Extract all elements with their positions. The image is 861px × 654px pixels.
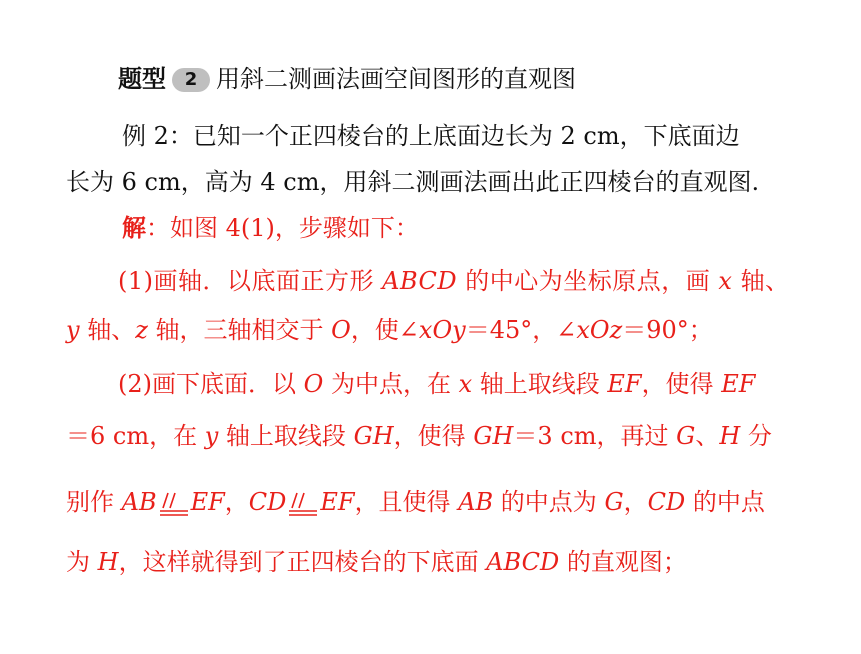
text-run: 轴、 — [79, 316, 136, 344]
var-h: H — [719, 422, 741, 450]
text-run: 、 — [695, 422, 720, 450]
var-ab: AB — [121, 488, 157, 516]
var-h: H — [97, 548, 119, 576]
text-run: (1)画轴．以底面正方形 — [118, 267, 383, 295]
text-run: 的直观图； — [559, 548, 687, 576]
var-gh: GH — [353, 422, 394, 450]
var-x: x — [458, 370, 473, 398]
heading-number-badge: 2 — [172, 68, 210, 92]
text-run: ，使得 — [641, 370, 722, 398]
var-abcd: ABCD — [486, 548, 560, 576]
var-x: x — [718, 267, 733, 295]
text-run: 分 — [740, 422, 772, 450]
var-xoz: xOz — [576, 316, 623, 344]
solution-intro-text: ：如图 4(1)，步骤如下： — [146, 214, 419, 242]
step1-line-1 — [118, 265, 790, 297]
var-y: y — [66, 316, 80, 344]
example-line-2: 长为 6 cm，高为 4 cm，用斜二测画法画出此正四棱台的直观图. — [66, 168, 760, 196]
var-xoy: xOy — [418, 316, 466, 344]
text-run: ， — [623, 488, 648, 516]
var-o: O — [303, 370, 324, 398]
var-ef: EF — [721, 370, 756, 398]
heading-prefix: 题型 — [118, 65, 166, 93]
text-run: 的中点为 — [493, 488, 605, 516]
step2-line-1 — [118, 368, 755, 400]
step2-line-4 — [66, 546, 687, 578]
var-cd: CD — [647, 488, 686, 516]
solution-intro — [122, 212, 419, 244]
var-ef: EF — [320, 488, 355, 516]
text-run: ， — [224, 488, 249, 516]
parallel-equal-icon — [159, 491, 189, 517]
text-run: 轴、 — [732, 267, 790, 295]
var-ef: EF — [190, 488, 225, 516]
text-run: 的中心为坐标原点，画 — [457, 267, 719, 295]
text-run: ＝45°，∠ — [465, 316, 577, 344]
text-run: ，这样就得到了正四棱台的下底面 — [118, 548, 487, 576]
heading-text: 用斜二测画法画空间图形的直观图 — [216, 65, 576, 93]
text-run: 的中点 — [685, 488, 765, 516]
var-gh: GH — [473, 422, 514, 450]
section-heading — [118, 63, 576, 95]
text-run: (2)画下底面．以 — [118, 370, 304, 398]
parallel-equal-icon — [288, 491, 318, 517]
var-o: O — [331, 316, 351, 344]
var-z: z — [135, 316, 148, 344]
var-g: G — [676, 422, 696, 450]
var-ef: EF — [607, 370, 642, 398]
var-g: G — [604, 488, 624, 516]
var-abcd: ABCD — [382, 267, 458, 295]
step1-line-2 — [66, 314, 713, 346]
text-run: ，且使得 — [354, 488, 459, 516]
var-cd: CD — [248, 488, 287, 516]
text-run: 别作 — [66, 488, 122, 516]
text-run: ，使得 — [393, 422, 474, 450]
step2-line-3 — [66, 486, 765, 518]
solution-label: 解 — [122, 214, 146, 242]
text-run: 为中点，在 — [323, 370, 459, 398]
text-run: ＝6 cm，在 — [66, 422, 205, 450]
text-run: ＝90°； — [622, 316, 713, 344]
example-line-1: 例 2：已知一个正四棱台的上底面边长为 2 cm，下底面边 — [122, 122, 740, 150]
text-run: 轴，三轴相交于 — [147, 316, 332, 344]
step2-line-2 — [66, 420, 772, 452]
text-run: 轴上取线段 — [472, 370, 608, 398]
text-run: ＝3 cm，再过 — [513, 422, 677, 450]
var-y: y — [204, 422, 219, 450]
text-run: 轴上取线段 — [218, 422, 354, 450]
var-ab: AB — [458, 488, 494, 516]
text-run: 为 — [66, 548, 98, 576]
text-run: ，使∠ — [350, 316, 419, 344]
